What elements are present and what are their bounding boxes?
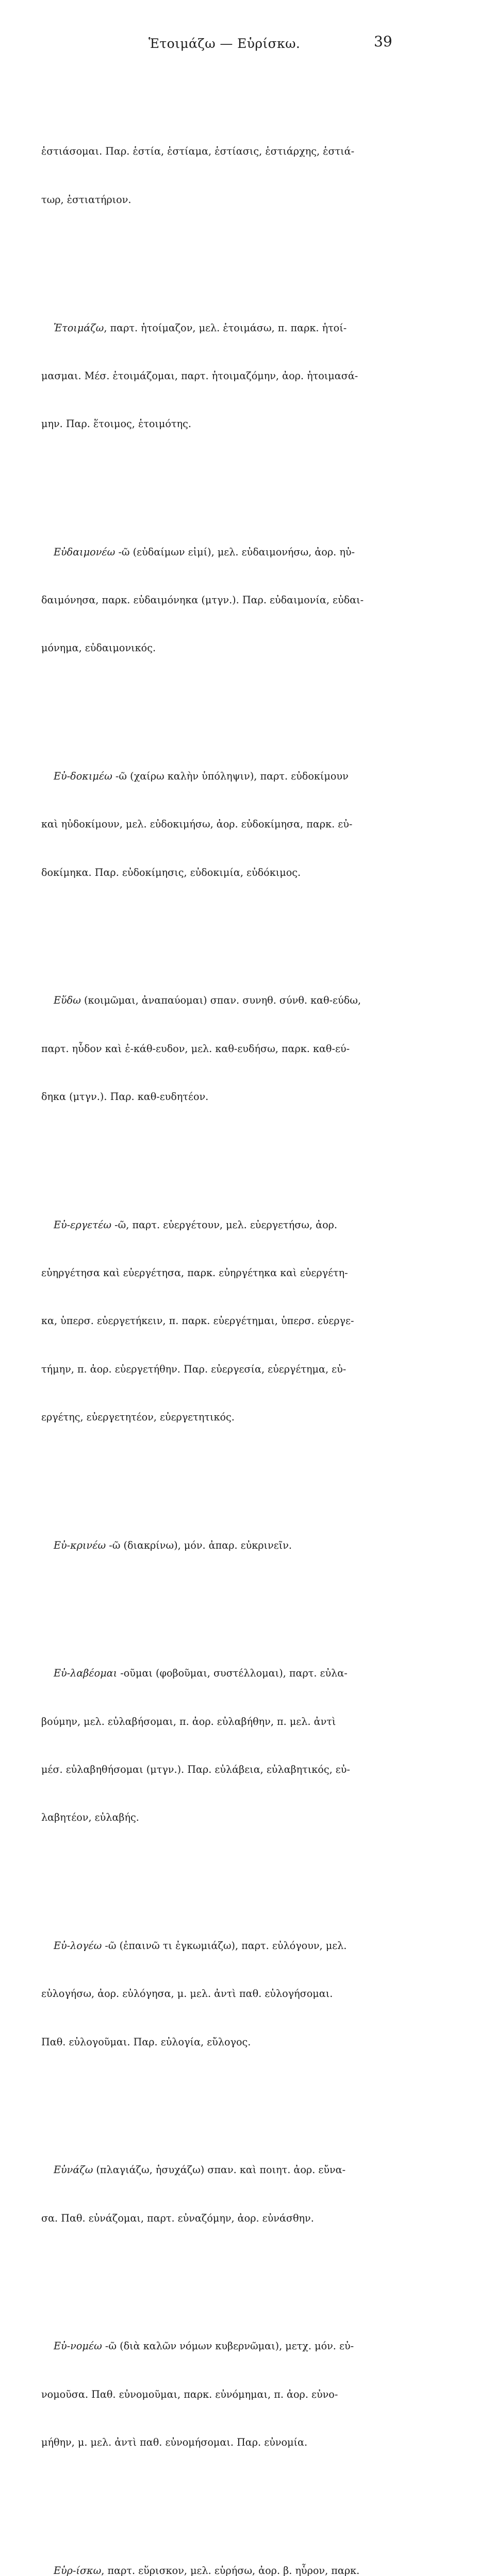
entry-text: νομοῦσα. Παθ. εὐνομοῦμαι, παρκ. εὐνόμημαι, π. ἀορ. εὐνο-: [41, 2388, 338, 2400]
entry-text: παρτ. ηὗδον καὶ ἐ-κάθ-ευδον, μελ. καθ-ευδήσω, παρκ. καθ-εύ-: [41, 1042, 350, 1055]
entry-line: [41, 2034, 402, 2050]
entry-line: [41, 1809, 402, 1825]
entry-euergeteo: [41, 1185, 402, 1458]
entry-line: [41, 1041, 402, 1057]
entry-line: [41, 1714, 402, 1730]
entry-text: μην. Παρ. ἕτοιμος, ἑτοιμότης.: [41, 418, 191, 430]
entry-text: δηκα (μτγν.). Παρ. καθ-ευδητέον.: [41, 1091, 209, 1103]
entry-headword: Εὐ-κρινέω: [54, 1539, 106, 1551]
entry-text: εὐλογήσω, ἀορ. εὐλόγησα, μ. μελ. ἀντὶ παθ. εὐλογήσομαι.: [41, 1988, 333, 2000]
entry-line: [41, 2434, 402, 2450]
entry-headword: Εὕδω: [54, 994, 81, 1007]
entry-line: [41, 1361, 402, 1377]
entry-line: [41, 768, 402, 784]
entry-text: Παθ. εὐλογοῦμαι. Παρ. εὐλογία, εὔλογος.: [41, 2036, 251, 2048]
entry-line: [41, 816, 402, 832]
entry-text: -ῶ (διὰ καλῶν νόμων κυβερνῶμαι), μετχ. μόν. εὐ-: [102, 2340, 354, 2352]
entry-headword: Εὐδαιμονέω: [54, 546, 116, 558]
entry-text: (πλαγιάζω, ἡσυχάζω) σπαν. καὶ ποιητ. ἀορ. εὔνα-: [93, 2164, 346, 2176]
entry-eulogeo: [41, 1906, 402, 2082]
entry-text: κα, ὑπερσ. εὐεργετήκειν, π. παρκ. εὐεργέτημαι, ὑπερσ. εὐεργε-: [41, 1315, 354, 1327]
entry-line: [41, 192, 402, 208]
entry-line: [41, 1986, 402, 2002]
entry-headword: Ἑτοιμάζω: [54, 321, 104, 334]
entry-line: [41, 368, 402, 384]
entry-headword: Εὐ-λαβέομαι: [54, 1667, 118, 1680]
entry-text: μήθην, μ. μελ. ἀντὶ παθ. εὐνομήσομαι. Παρ. εὐνομία.: [41, 2436, 308, 2448]
entry-text: μόνημα, εὐδαιμονικός.: [41, 642, 156, 654]
entry-line: [41, 992, 402, 1008]
entry-line: [41, 2210, 402, 2226]
entry-line: [41, 1313, 402, 1329]
entry-text: εὐηργέτησα καὶ εὐεργέτησα, παρκ. εὐηργέτηκα καὶ εὐεργέτη-: [41, 1267, 348, 1279]
entry-etoimazo: [41, 287, 402, 464]
entry-text: μέσ. εὐλαβηθήσομαι (μτγν.). Παρ. εὐλάβεια, εὐλαβητικός, εὐ-: [41, 1763, 350, 1775]
entry-text: εργέτης, εὐεργετητέον, εὐεργετητικός.: [41, 1411, 235, 1423]
entry-eukrineo: [41, 1505, 402, 1585]
entry-headword: Εὐ-εργετέω: [54, 1218, 112, 1231]
entry-text: -ῶ (διακρίνω), μόν. ἀπαρ. εὐκρινεῖν.: [106, 1539, 292, 1551]
entry-line: [41, 640, 402, 656]
entry-line: [41, 1265, 402, 1281]
entry-line: [41, 2563, 402, 2576]
entry-text: , παρτ. ἡτοίμαζον, μελ. ἑτοιμάσω, π. παρκ. ἡτοί-: [104, 321, 347, 334]
entry-text: βούμην, μελ. εὐλαβήσομαι, π. ἀορ. εὐλαβήθην, π. μελ. ἀντὶ: [41, 1715, 336, 1727]
page-header: [0, 33, 494, 56]
entry-eulabeomai: [41, 1633, 402, 1857]
entry-line: [41, 544, 402, 560]
entry-eudaimoneo: [41, 512, 402, 688]
entry-eunomeo: [41, 2306, 402, 2482]
entry-text: λαβητέον, εὐλαβής.: [41, 1811, 139, 1824]
entry-text: -οῦμαι (φοβοῦμαι, συστέλλομαι), παρτ. εὐλα-: [117, 1667, 348, 1680]
entry-text: -ῶ (χαίρω καλὴν ὑπόληψιν), παρτ. εὐδοκίμουν: [112, 770, 349, 783]
entry-line: [41, 320, 402, 336]
entry-line: [41, 1089, 402, 1105]
entry-headword: Εὐνάζω: [54, 2164, 93, 2176]
entry-text: δοκίμηκα. Παρ. εὐδοκίμησις, εὐδοκιμία, εὐδόκιμος.: [41, 866, 301, 878]
entry-headword: Εὐ-νομέω: [54, 2340, 102, 2352]
entry-line: [41, 1217, 402, 1233]
entry-headword: Εὐ-δοκιμέω: [54, 770, 112, 783]
entry-text: -ῶ, παρτ. εὐεργέτουν, μελ. εὐεργετήσω, ἀορ.: [111, 1218, 338, 1231]
entry-line: [41, 2386, 402, 2402]
entry-text: τωρ, ἑστιατήριον.: [41, 193, 131, 206]
entry-text: (κοιμῶμαι, ἀναπαύομαι) σπαν. συνηθ. σύνθ. καθ-εύδω,: [80, 994, 361, 1007]
entry-euprisko: [41, 2530, 402, 2576]
entry-line: [41, 865, 402, 880]
dictionary-entries: [41, 63, 402, 2576]
entry-text: μασμαι. Μέσ. ἑτοιμάζομαι, παρτ. ἡτοιμαζόμην, ἀορ. ἡτοιμασά-: [41, 369, 358, 382]
entry-line: [41, 416, 402, 432]
entry-text: σα. Παθ. εὐνάζομαι, παρτ. εὐναζόμην, ἀορ. εὐνάσθην.: [41, 2212, 314, 2224]
entry-headword: Εὐ-λογέω: [54, 1939, 102, 1952]
page-number: 39: [374, 33, 392, 50]
entry-eunazo: [41, 2130, 402, 2258]
entry-line: [41, 2338, 402, 2354]
entry-eudo: [41, 960, 402, 1137]
entry-line: [41, 1665, 402, 1681]
running-head: Ἑτοιμάζω — Εὑρίσκω.: [149, 36, 301, 51]
entry-text: ἑστιάσομαι. Παρ. ἑστία, ἑστίαμα, ἑστίασις, ἑστιάρχης, ἑστιά-: [41, 145, 355, 158]
entry-line: [41, 592, 402, 608]
entry-line: [41, 143, 402, 159]
entry-estiazo-continuation: [41, 111, 402, 240]
entry-text: καὶ ηὐδοκίμουν, μελ. εὐδοκιμήσω, ἀορ. εὐδοκίμησα, παρκ. εὐ-: [41, 818, 353, 831]
entry-line: [41, 1409, 402, 1425]
entry-line: [41, 2162, 402, 2178]
entry-line: [41, 1537, 402, 1553]
entry-text: -ῶ (εὐδαίμων εἰμί), μελ. εὐδαιμονήσω, ἀορ. ηὐ-: [115, 546, 355, 558]
entry-line: [41, 1938, 402, 1954]
entry-text: δαιμόνησα, παρκ. εὐδαιμόνηκα (μτγν.). Παρ. εὐδαιμονία, εὐδαι-: [41, 594, 364, 606]
entry-line: [41, 1761, 402, 1777]
entry-headword: Εὑρ-ίσκω: [54, 2564, 102, 2576]
entry-text: -ῶ (ἐπαινῶ τι ἐγκωμιάζω), παρτ. εὐλόγουν, μελ.: [102, 1939, 347, 1952]
entry-eudokimeo: [41, 736, 402, 912]
entry-text: , παρτ. εὕρισκον, μελ. εὑρήσω, ἀορ. β. ηὗρον, παρκ.: [101, 2564, 360, 2576]
entry-text: τήμην, π. ἀορ. εὐεργετήθην. Παρ. εὐεργεσία, εὐεργέτημα, εὐ-: [41, 1363, 347, 1375]
